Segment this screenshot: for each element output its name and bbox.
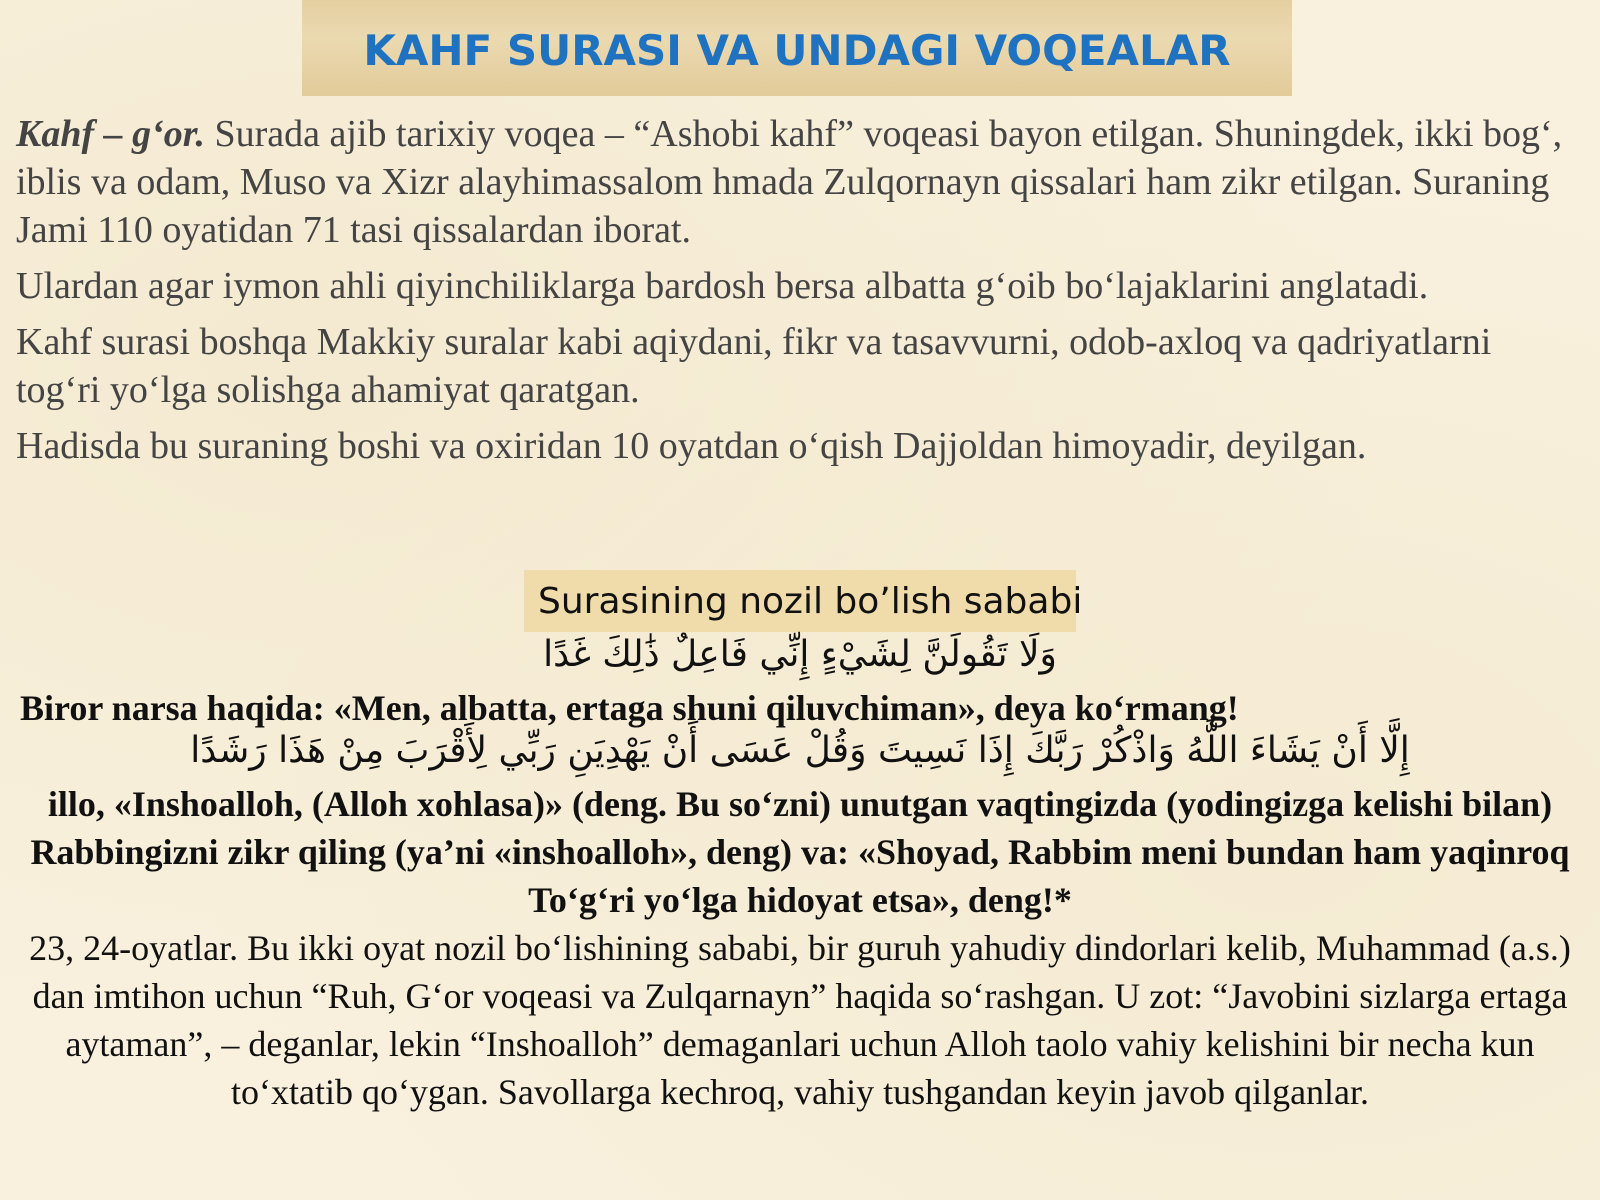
arabic-verse-1: وَلَا تَقُولَنَّ لِشَيْءٍ إِنِّي فَاعِلٌ ذَٰلِكَ غَدًا (543, 634, 1057, 675)
paragraph-1-lead: Kahf – g‘or. (16, 113, 205, 155)
paragraph-4: Hadisda bu suraning boshi va oxiridan 10 oyatdan o‘qish Dajjoldan himoyadir, deyilgan. (16, 425, 1367, 467)
verse-2-translation: illo, «Inshoalloh, (Alloh xohlasa)» (deng. Bu so‘zni) unutgan vaqtingizda (yodingizga kelishi bilan) Rabbingizni zikr qiling (ya’ni «inshoalloh», deng) va: «Shoyad, Rabbim meni bundan ham yaqinroq To‘g‘ri yo‘lga hidoyat etsa», deng!* (30, 784, 1570, 920)
verse-1-translation: Biror narsa haqida: «Men, albatta, ertaga shuni qiluvchiman», deya ko‘rmang! (20, 688, 1239, 728)
paragraph-1 (16, 110, 1576, 254)
paragraph-1-rest: Surada ajib tarixiy voqea – “Ashobi kahf” voqeasi bayon etilgan. Shuningdek, ikki bog‘, iblis va odam, Muso va Xizr alayhimassalom hmada Zulqornayn qissalari ham zikr etilgan. Suraning Jami 110 oyatidan 71 tasi qissalardan iborat. (16, 113, 1563, 251)
slide-title: KAHF SURASI VA UNDAGI VOQEALAR (363, 26, 1231, 75)
callout-label: Surasining nozil bo’lish sababi (538, 581, 1083, 622)
arabic-verse-2: إِلَّا أَنْ يَشَاءَ اللَّهُ وَاذْكُرْ رَبَّكَ إِذَا نَسِيتَ وَقُلْ عَسَى أَنْ يَهْدِيَنِ رَبِّي لِأَقْرَبَ مِنْ هَذَا رَشَدًا (190, 730, 1410, 771)
paragraph-3: Kahf surasi boshqa Makkiy suralar kabi aqiydani, fikr va tasavvurni, odob-axloq va qadriyatlarni tog‘ri yo‘lga solishga ahamiyat qaratgan. (16, 321, 1492, 411)
revelation-note: 23, 24-oyatlar. Bu ikki oyat nozil bo‘lishining sababi, bir guruh yahudiy dindorlari kelib, Muhammad (a.s.) dan imtihon uchun “Ruh, G‘or voqeasi va Zulqarnayn” haqida so‘rashgan. U zot: “Javobini sizlarga ertaga aytaman”, – deganlar, lekin “Inshoalloh” demaganlari uchun Alloh taolo vahiy kelishini bir necha kun to‘xtatib qo‘ygan. Savollarga kechroq, vahiy tushgandan keyin javob qilganlar. (29, 928, 1571, 1112)
intro-text (16, 110, 1576, 478)
paragraph-2: Ulardan agar iymon ahli qiyinchiliklarga bardosh bersa albatta g‘oib bo‘lajaklarini anglatadi. (16, 265, 1429, 307)
